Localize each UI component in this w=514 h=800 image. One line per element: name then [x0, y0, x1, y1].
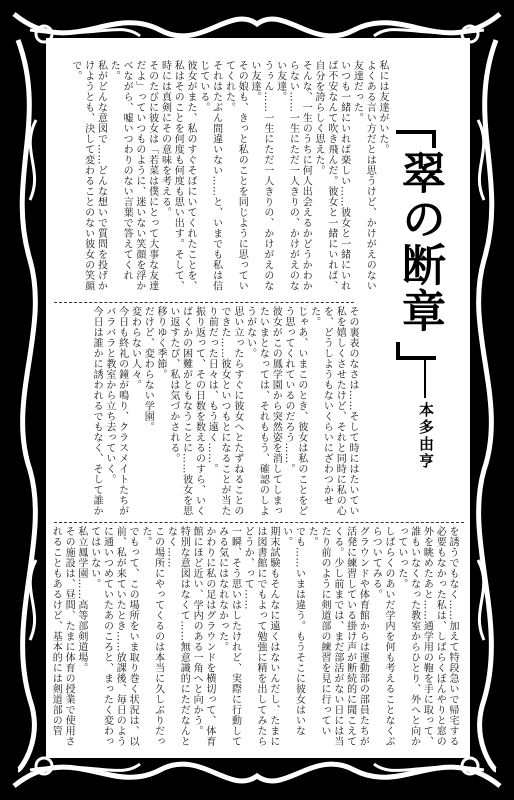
paragraph: よくある言い方だとは思うけど、かけがえのない友達だった。: [351, 60, 376, 291]
paragraph: その裏表のなさは……そして時にはたいてい私を嬉しくさせたけど、それと同時に私の心を、どうしようもないくらいにざわつかせた。: [308, 306, 358, 516]
paragraph: この場所にやってくるのは本当に久しぶりだった。: [139, 526, 164, 747]
section-bottom: [50, 526, 458, 752]
paragraph: そのたびに彼女は「若菜は僕にとって大事な友達だよ」っていつものように、迷いない笑顔を浮かべながら、嘘いつわりのない言葉で答えてくれた。: [108, 60, 158, 291]
paragraph: かわりに私の足はグラウンドを横切って、体育館にほど近い、学内のある一角へと向かう。: [191, 526, 215, 747]
section-top: [58, 60, 388, 300]
section-middle: [58, 306, 358, 518]
paragraph: その施設は、昼間、たまに体育の授業で使用されることもあるけど、基本的には剣道部の管: [50, 526, 75, 747]
author-name: 本多由亨: [417, 402, 435, 470]
paragraph: グラウンドや体育館からは運動部の部員たちが活発に練習している掛け声が断続的に聞こえてくる。少し前までは、まだ部活がない日には当たり前のように剣道部の練習を見に行っていた。: [306, 526, 369, 747]
author-rule: [424, 358, 426, 398]
paragraph: 彼女がまた、私のすぐそばにいてくれたことを、私はそのことを何度も何度も思い出す。そして、時には真剣にその意味を考える。: [159, 60, 197, 291]
paragraph: しばらくのあいだ学内を何も考えることなくぶらついてみる。: [370, 526, 395, 747]
title-bracket-bottom: [396, 342, 436, 360]
paragraph: いつも一緒にいれば楽しい……彼女と一緒にいれば不安なんて吹き飛んだ。彼女と一緒にいれば、自分を誇らしく思えた。: [313, 60, 350, 291]
paragraph: を誘うでもなく……加えて特段急いで帰宅する必要もなかった私は、しばらくぼんやりと窓の外を眺めたあと……通学用の鞄を手に取って、誰もいなくなった教室からひとり、外へと向かっていった。: [395, 526, 458, 747]
paragraph: それはたぶん間違いない……と、いまでも私は信じている。: [197, 60, 222, 291]
paragraph: 一瞬、そう思いはしたけれど、実際に行動してみる気にはなれなかった。: [216, 526, 241, 747]
paragraph: 私には友達がいた。: [377, 60, 388, 155]
paragraph: 私立鳳学園……高等部剣道場。: [75, 526, 87, 673]
paragraph: じゃあ、いまこのとき、彼女は私のことをどう思ってくれているのだろう……。: [283, 306, 307, 516]
paragraph: 振り返って、その日数を数えるのすら、いくばくかの困難がともなうことに……彼女を思い返すたび、私は気づかされる。: [167, 306, 205, 516]
paragraph: 今日も終礼の鐘が鳴り、クラスメイトたちがバラバラと教室から立ち去っていく。: [103, 306, 128, 516]
paragraph: 特別な意図はなくて……無意識的にただなんとなく……: [165, 526, 190, 747]
text-panel: [46, 38, 470, 758]
title-bracket-top: [396, 130, 436, 148]
paragraph: 彼女がこの鳳学園から突然姿を消してしまったいまとなっては、それももう、確認のしようがない。: [244, 306, 282, 516]
paragraph: うぅん……一生にただ一人きりの、かけがえのない友達。: [249, 60, 273, 291]
paragraph: 今日は誰かに誘われるでもなく、そして誰か: [91, 306, 103, 516]
paragraph: その娘も、きっと私のことを同じように思っていてくれた。: [223, 60, 248, 291]
paragraph: 思い立ったらすぐに彼女へとたずねることのできた……彼女といつもとになることが当たり前だった日々は、もう遠く……。: [206, 306, 243, 516]
paragraph: でもって、この場所をいま取り巻く状況は、以前、私が来ていたとき……放課後、毎日のように通いつめていたあのころと、まったく変わってはいない。: [88, 526, 139, 747]
section-divider: [54, 522, 464, 523]
paragraph: 私がどんな意図で……どんな想いで質問を投げかけようとも、決して変わることのない彼女の笑顔で。: [69, 60, 107, 291]
section-divider: [54, 302, 354, 303]
paragraph: 変わらない人々。: [129, 306, 141, 390]
paragraph: でも……いまは違う。もうそこに彼女はいない。: [280, 526, 305, 736]
paragraph: 期末試験もそんなに遠くはないんだし、たまには図書館にでもよって勉強に精を出してみたらどうか、って……: [242, 526, 279, 747]
story-title: 翠の断章: [394, 150, 445, 334]
paragraph: 移りゆく季節。: [155, 306, 167, 380]
paragraph: そんな、一生のうちに何人出会えるかどうかわからない……一生にただ一人きりの、かけがえのない友達。: [274, 60, 312, 291]
paragraph: だけど、変わらない学園。: [142, 306, 154, 432]
